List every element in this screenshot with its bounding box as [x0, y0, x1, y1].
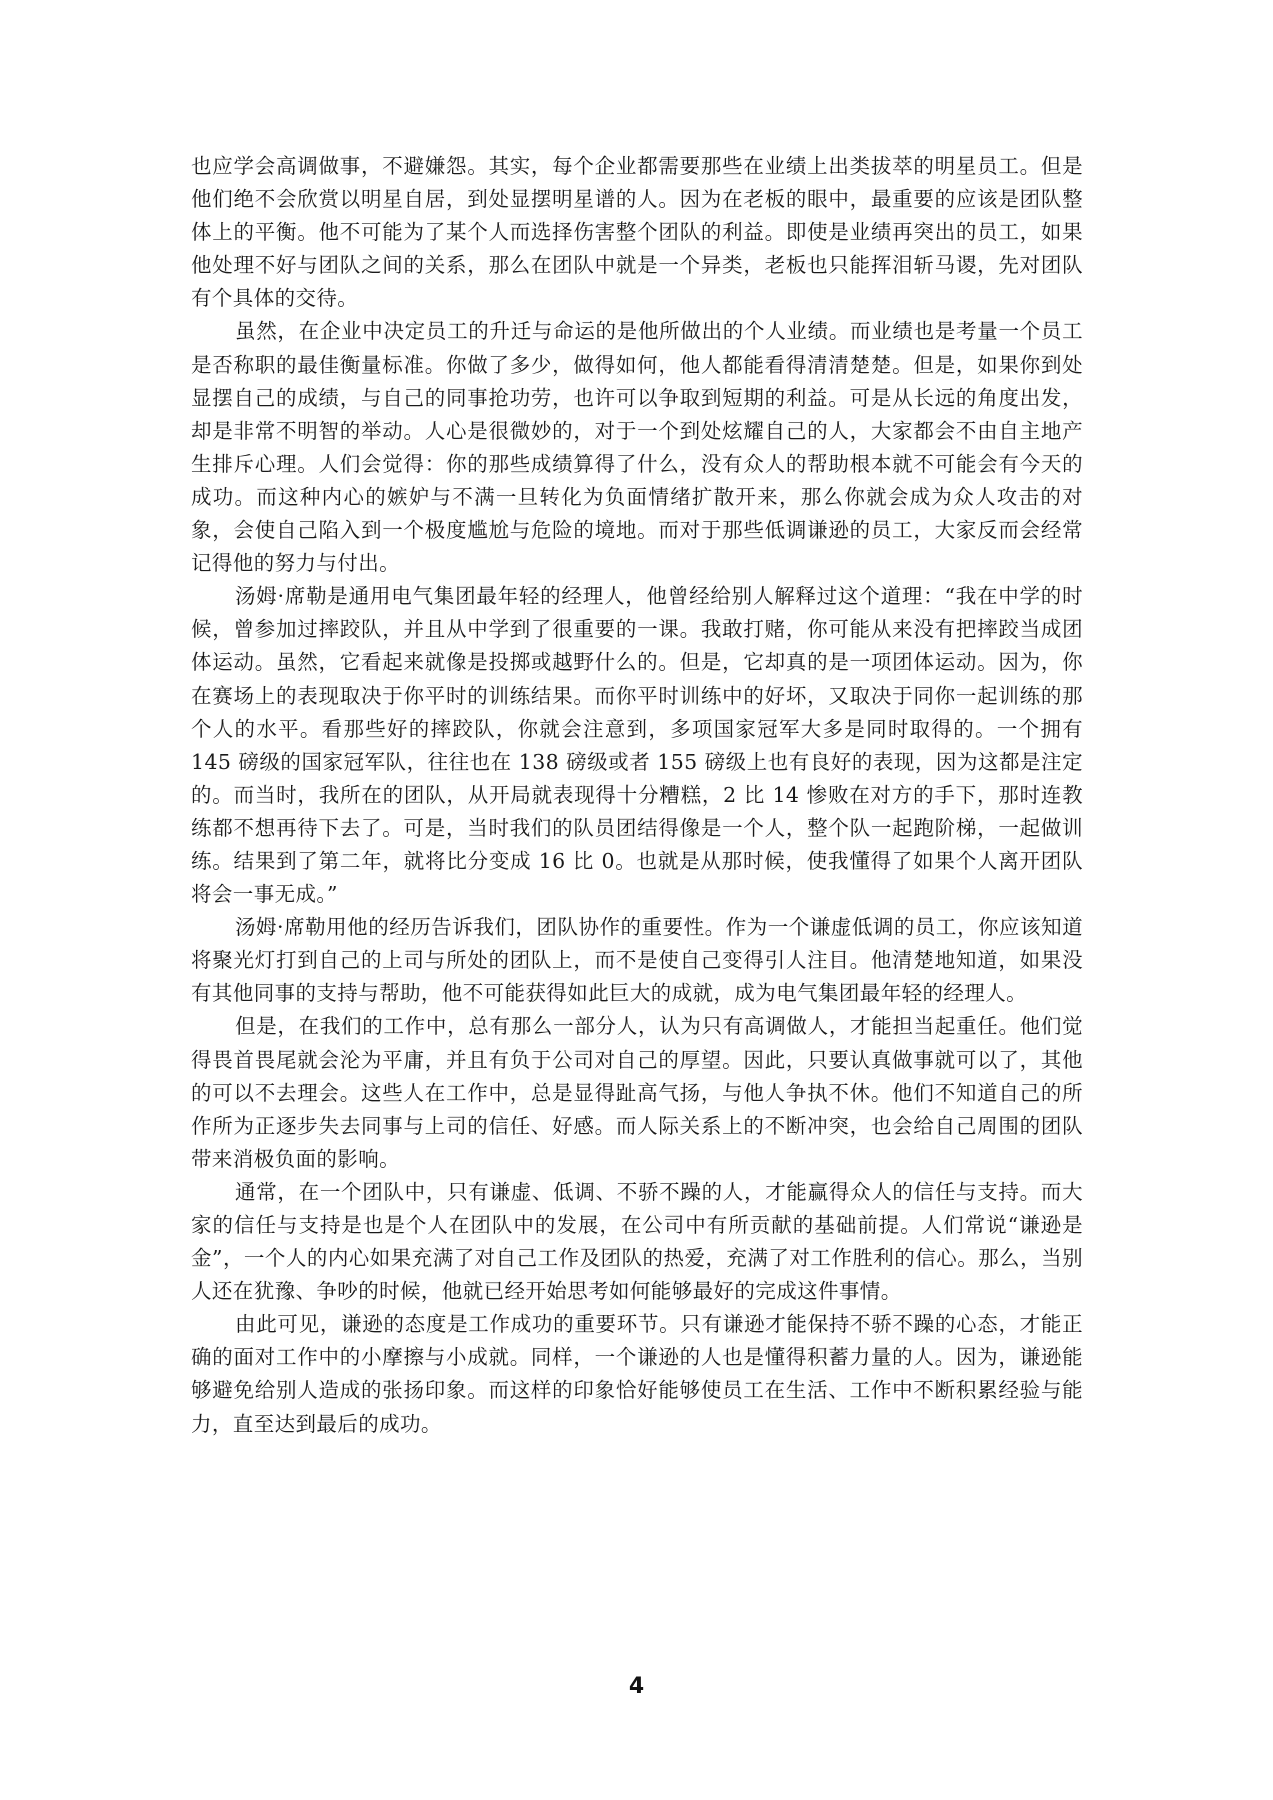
page-body — [191, 150, 1083, 1441]
paragraph-continuation: 也应学会高调做事，不避嫌怨。其实，每个企业都需要那些在业绩上出类拔萃的明星员工。但是他们绝不会欣赏以明星自居，到处显摆明星谱的人。因为在老板的眼中，最重要的应该是团队整体上的平衡。他不可能为了某个人而选择伤害整个团队的利益。即使是业绩再突出的员工，如果他处理不好与团队之间的关系，那么在团队中就是一个异类，老板也只能挥泪斩马谡，先对团队有个具体的交待。 — [191, 154, 1083, 311]
paragraph-tom-schiller-quote: 汤姆·席勒是通用电气集团最年轻的经理人，他曾经给别人解释过这个道理：“我在中学的时候，曾参加过摔跤队，并且从中学到了很重要的一课。我敢打赌，你可能从来没有把摔跤当成团体运动。虽然，它看起来就像是投掷或越野什么的。但是，它却真的是一项团体运动。因为，你在赛场上的表现取决于你平时的训练结果。而你平时训练中的好坏，又取决于同你一起训练的那个人的水平。看那些好的摔跤队，你就会注意到，多项国家冠军大多是同时取得的。一个拥有 145 磅级的国家冠军队，往往也在 138 磅级或者 155 磅级上也有良好的表现，因为这都是注定的。而当时，我所在的团队，从开局就表现得十分糟糕，2 比 14 惨败在对方的手下，那时连教练都不想再待下去了。可是，当时我们的队员团结得像是一个人，整个队一起跑阶梯，一起做训练。结果到了第二年，就将比分变成 16 比 0。也就是从那时候，使我懂得了如果个人离开团队将会一事无成。” — [191, 584, 1083, 907]
paragraph-high-profile-people: 但是，在我们的工作中，总有那么一部分人，认为只有高调做人，才能担当起重任。他们觉得畏首畏尾就会沦为平庸，并且有负于公司对自己的厚望。因此，只要认真做事就可以了，其他的可以不去理会。这些人在工作中，总是显得趾高气扬，与他人争执不休。他们不知道自己的所作所为正逐步失去同事与上司的信任、好感。而人际关系上的不断冲突，也会给自己周围的团队带来消极负面的影响。 — [191, 1014, 1083, 1171]
paragraph-humility-is-gold: 通常，在一个团队中，只有谦虚、低调、不骄不躁的人，才能赢得众人的信任与支持。而大家的信任与支持是也是个人在团队中的发展，在公司中有所贡献的基础前提。人们常说“谦逊是金”，一个人的内心如果充满了对自己工作及团队的热爱，充满了对工作胜利的信心。那么，当别人还在犹豫、争吵的时候，他就已经开始思考如何能够最好的完成这件事情。 — [191, 1179, 1083, 1304]
paragraph-teamwork-lesson: 汤姆·席勒用他的经历告诉我们，团队协作的重要性。作为一个谦虚低调的员工，你应该知道将聚光灯打到自己的上司与所处的团队上，而不是使自己变得引人注目。他清楚地知道，如果没有其他同事的支持与帮助，他不可能获得如此巨大的成就，成为电气集团最年轻的经理人。 — [191, 915, 1083, 1006]
page-number: 4 — [628, 1674, 645, 1699]
paragraph-conclusion: 由此可见，谦逊的态度是工作成功的重要环节。只有谦逊才能保持不骄不躁的心态，才能正确的面对工作中的小摩擦与小成就。同样，一个谦逊的人也是懂得积蓄力量的人。因为，谦逊能够避免给别人造成的张扬印象。而这样的印象恰好能够使员工在生活、工作中不断积累经验与能力，直至达到最后的成功。 — [191, 1312, 1083, 1436]
paragraph-performance: 虽然，在企业中决定员工的升迁与命运的是他所做出的个人业绩。而业绩也是考量一个员工是否称职的最佳衡量标准。你做了多少，做得如何，他人都能看得清清楚楚。但是，如果你到处显摆自己的成绩，与自己的同事抢功劳，也许可以争取到短期的利益。可是从长远的角度出发，却是非常不明智的举动。人心是很微妙的，对于一个到处炫耀自己的人，大家都会不由自主地产生排斥心理。人们会觉得：你的那些成绩算得了什么，没有众人的帮助根本就不可能会有今天的成功。而这种内心的嫉妒与不满一旦转化为负面情绪扩散开来，那么你就会成为众人攻击的对象，会使自己陷入到一个极度尴尬与危险的境地。而对于那些低调谦逊的员工，大家反而会经常记得他的努力与付出。 — [191, 319, 1083, 576]
